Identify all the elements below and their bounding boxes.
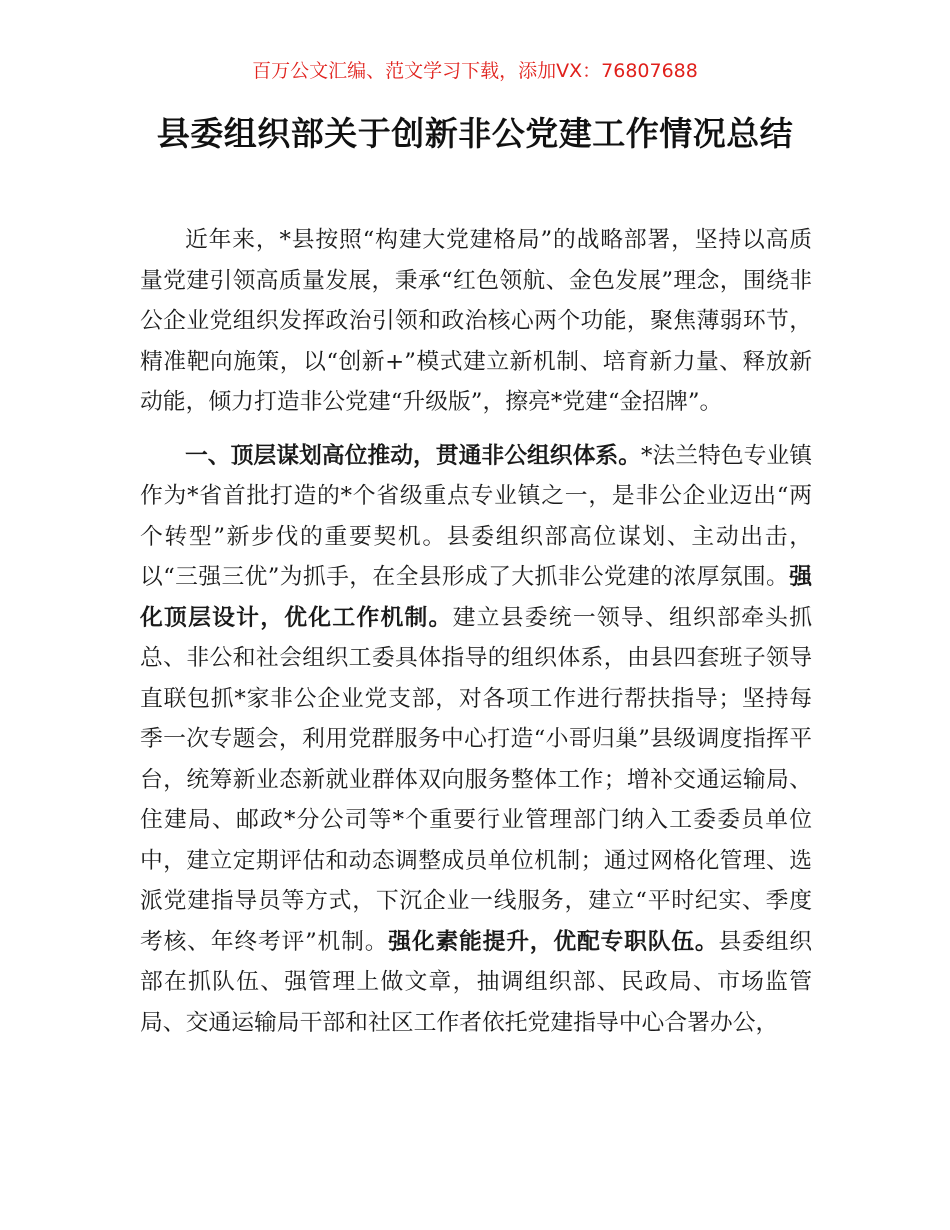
subsection-heading: 强化素能提升，优配专职队伍。 <box>388 928 719 955</box>
paragraph-section-1 <box>140 436 812 1044</box>
document-body <box>140 220 812 1043</box>
promo-banner: 百万公文汇编、范文学习下载，添加VX：76807688 <box>252 60 698 82</box>
paragraph-text: 县委组织部在抓队伍、强管理上做文章，抽调组织部、民政局、市场监管局、交通运输局干部和社区工作者依托党建指导中心合署办公， <box>140 928 813 1036</box>
paragraph-text: *法兰特色专业镇作为*省首批打造的*个省级重点专业镇之一，是非公企业迈出“两个转型”新步伐的重要契机。县委组织部高位谋划、主动出击，以“三强三优”为抓手，在全县形成了大抓非公党建的浓厚氛围。 <box>140 442 812 590</box>
paragraph-intro-text: 近年来，*县按照“构建大党建格局”的战略部署，坚持以高质量党建引领高质量发展，秉承“红色领航、金色发展”理念，围绕非公企业党组织发挥政治引领和政治核心两个功能，聚焦薄弱环节，精准靶向施策，以“创新+”模式建立新机制、培育新力量、释放新动能，倾力打造非公党建“升级版”，擦亮*党建“金招牌”。 <box>140 227 812 415</box>
paragraph-text: 建立县委统一领导、组织部牵头抓总、非公和社会组织工委具体指导的组织体系，由县四套班子领导直联包抓*家非公企业党支部，对各项工作进行帮扶指导；坚持每季一次专题会，利用党群服务中心打造“小哥归巢”县级调度指挥平台，统筹新业态新就业群体双向服务整体工作；增补交通运输局、住建局、邮政*分公司等*个重要行业管理部门纳入工委委员单位中，建立定期评估和动态调整成员单位机制；通过网格化管理、选派党建指导员等方式，下沉企业一线服务，建立“平时纪实、季度考核、年终考评”机制。 <box>140 604 813 955</box>
document-title: 县委组织部关于创新非公党建工作情况总结 <box>156 114 794 153</box>
subsection-heading: 强化顶层设计，优化工作机制。 <box>140 564 812 631</box>
section-heading: 一、顶层谋划高位推动，贯通非公组织体系。 <box>185 442 641 469</box>
paragraph-intro <box>140 220 812 423</box>
